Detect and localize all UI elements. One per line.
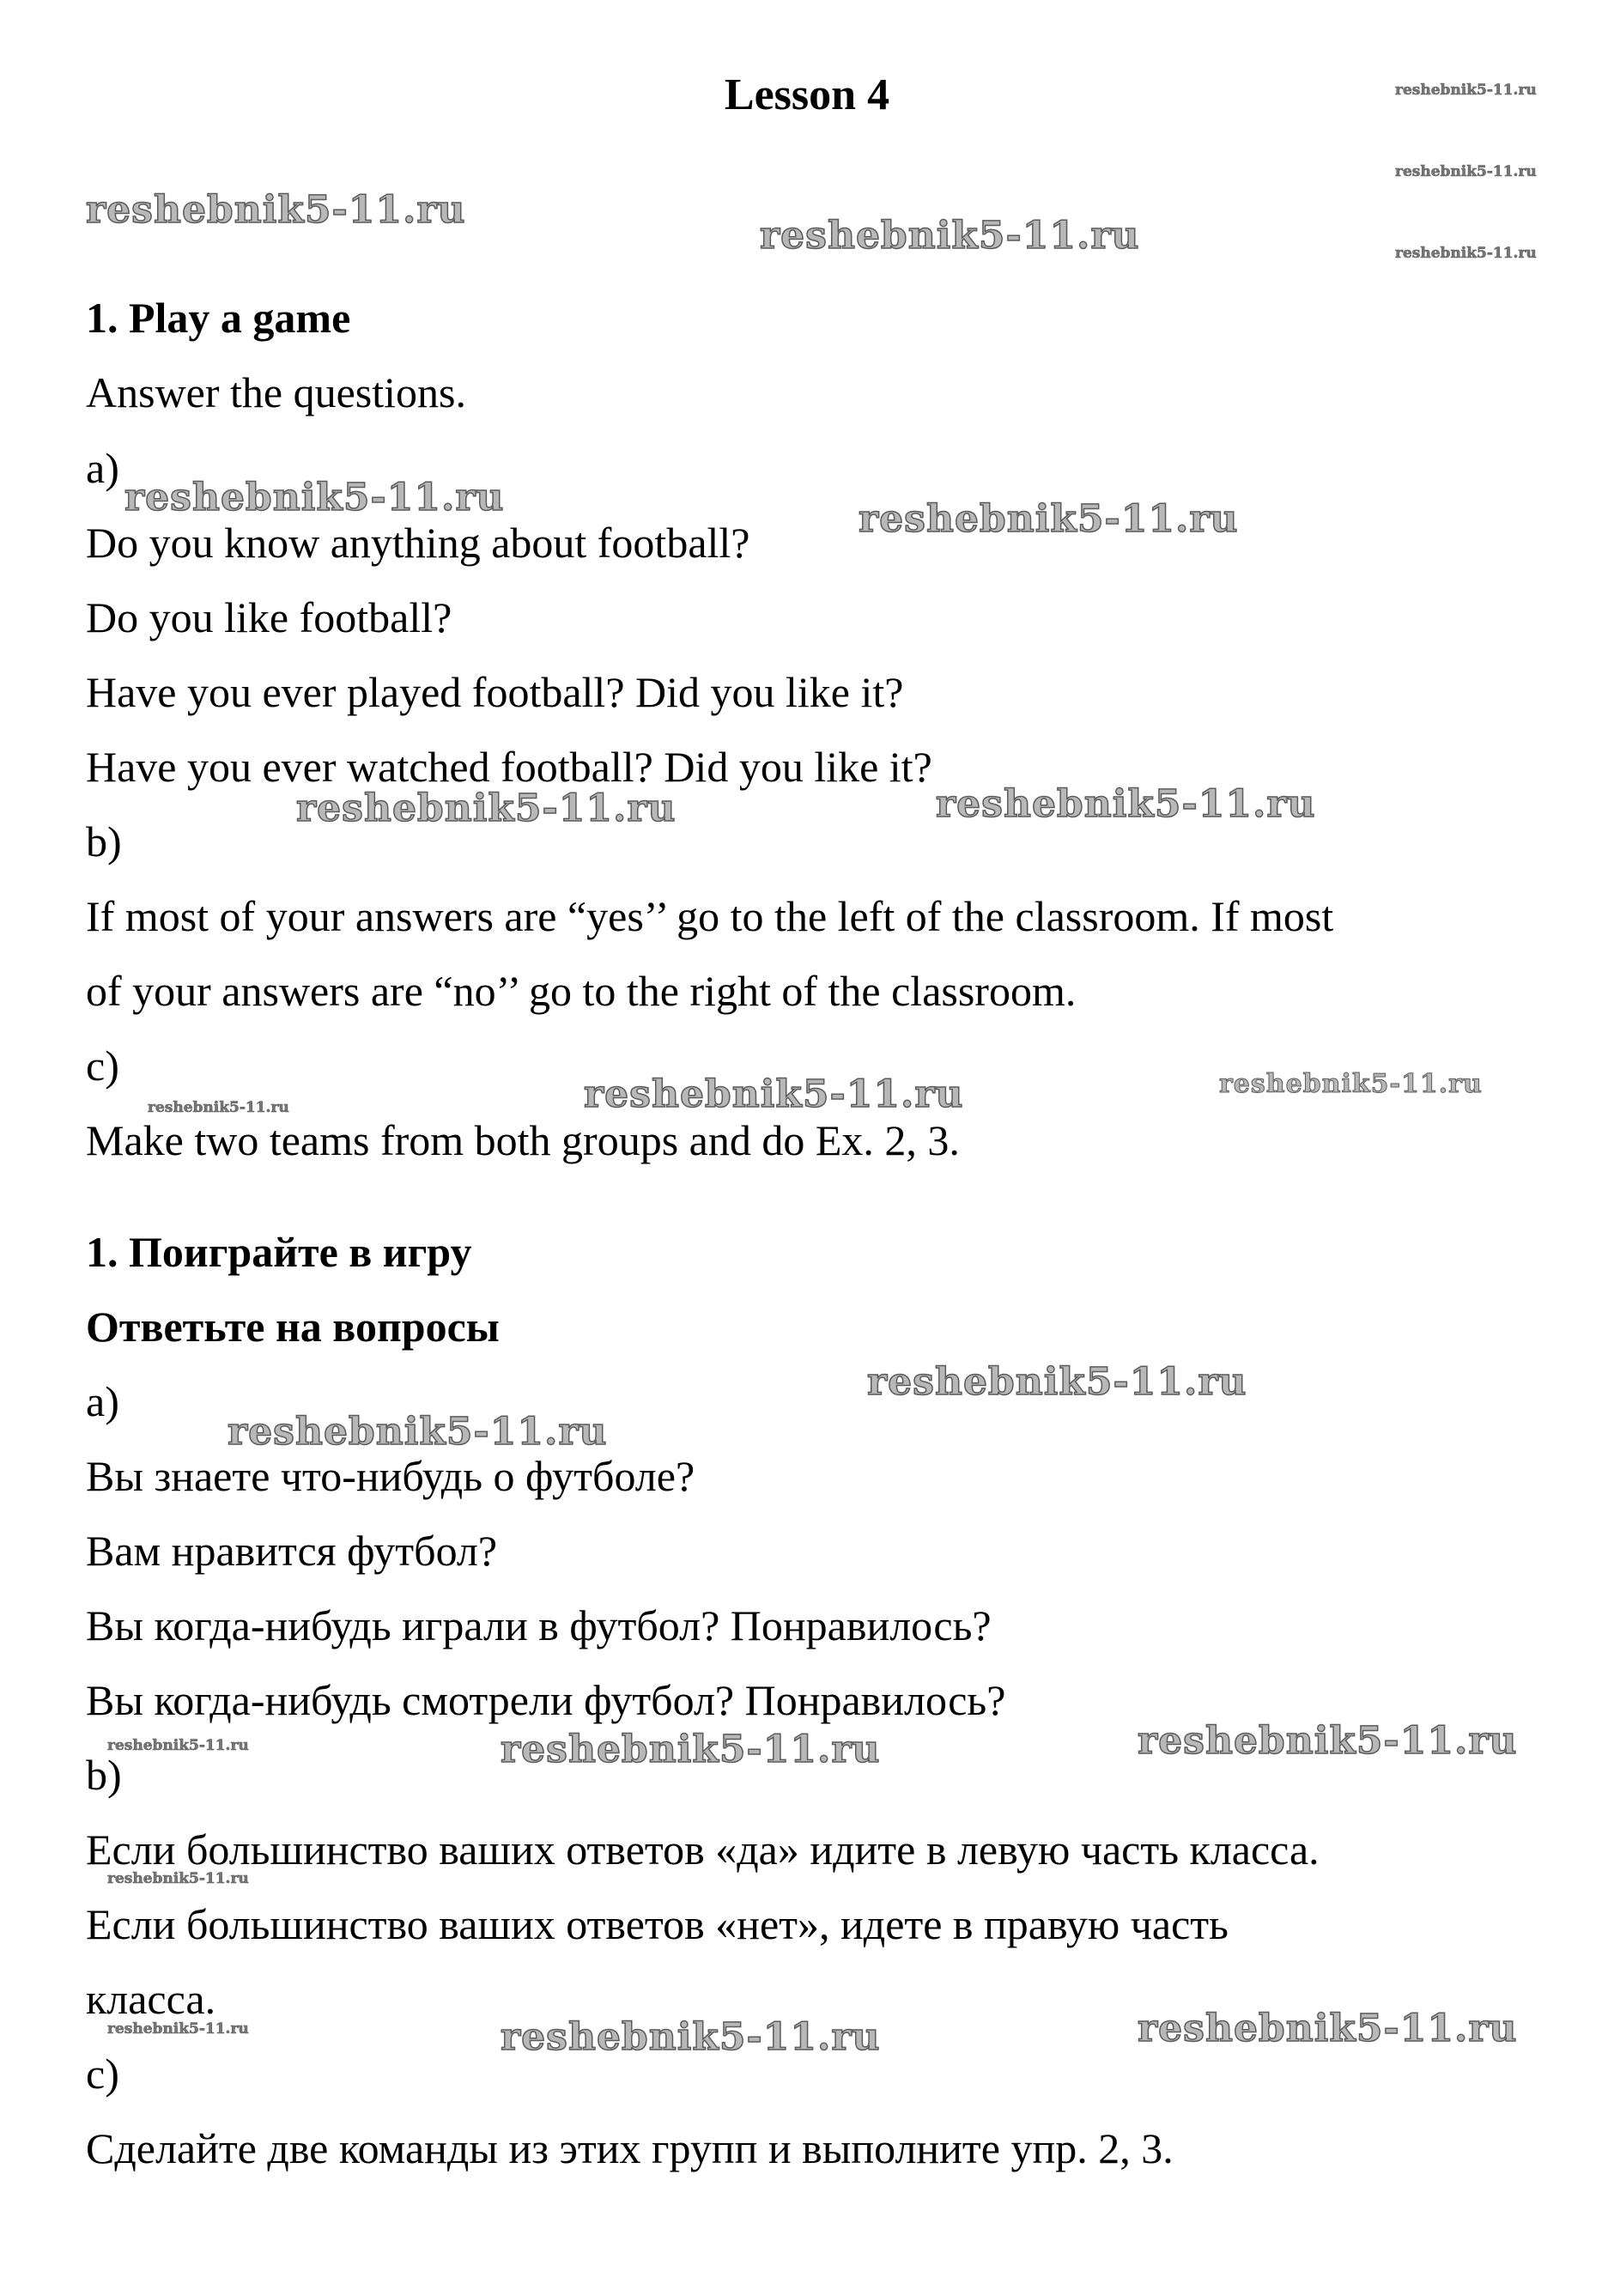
english-c-text: Make two teams from both groups and do Ex. 2, 3. <box>86 1116 960 1164</box>
english-b-text-1: If most of your answers are “yes’’ go to the left of the classroom. If most <box>86 892 1334 940</box>
watermark: reshebnik5-11.ru <box>936 782 1316 826</box>
watermark: reshebnik5-11.ru <box>867 1360 1247 1404</box>
russian-instruction: Ответьте на вопросы <box>86 1303 500 1351</box>
watermark: reshebnik5-11.ru <box>228 1410 608 1454</box>
watermark: reshebnik5-11.ru <box>501 2015 881 2059</box>
russian-b-label: b) <box>86 1751 122 1799</box>
russian-question-1: Вы знаете что-нибудь о футболе? <box>86 1452 695 1500</box>
watermark: reshebnik5-11.ru <box>584 1072 964 1116</box>
english-c-label: c) <box>86 1042 119 1090</box>
russian-c-text: Сделайте две команды из этих групп и выполните упр. 2, 3. <box>86 2124 1174 2172</box>
english-b-text-2: of your answers are “no’’ go to the right of the classroom. <box>86 967 1077 1015</box>
english-question-1: Do you know anything about football? <box>86 519 750 567</box>
russian-question-2: Вам нравится футбол? <box>86 1527 498 1575</box>
watermark: reshebnik5-11.ru <box>124 476 505 519</box>
russian-c-label: c) <box>86 2050 119 2098</box>
watermark: reshebnik5-11.ru <box>1138 1719 1518 1763</box>
watermark: reshebnik5-11.ru <box>1219 1069 1483 1099</box>
watermark: reshebnik5-11.ru <box>1395 163 1537 180</box>
english-b-label: b) <box>86 817 122 866</box>
watermark: reshebnik5-11.ru <box>107 1870 249 1887</box>
russian-b-text-3: класса. <box>86 1975 216 2023</box>
watermark: reshebnik5-11.ru <box>760 214 1140 258</box>
russian-a-label: a) <box>86 1377 119 1425</box>
watermark: reshebnik5-11.ru <box>501 1728 881 1771</box>
russian-heading: 1. Поиграйте в игру <box>86 1228 472 1276</box>
english-instruction: Answer the questions. <box>86 368 466 416</box>
russian-question-3: Вы когда-нибудь играли в футбол? Понравилось? <box>86 1601 992 1649</box>
english-heading: 1. Play a game <box>86 294 351 342</box>
watermark: reshebnik5-11.ru <box>859 497 1239 541</box>
english-question-3: Have you ever played football? Did you like it? <box>86 668 904 716</box>
russian-question-4: Вы когда-нибудь смотрели футбол? Понравилось? <box>86 1676 1006 1724</box>
watermark: reshebnik5-11.ru <box>1395 82 1537 99</box>
watermark: reshebnik5-11.ru <box>296 787 677 830</box>
watermark: reshebnik5-11.ru <box>148 1099 289 1116</box>
english-a-label: a) <box>86 444 119 492</box>
russian-b-text-1: Если большинство ваших ответов «да» идите в левую часть класса. <box>86 1825 1320 1874</box>
page-title: Lesson 4 <box>724 70 890 119</box>
russian-b-text-2: Если большинство ваших ответов «нет», идете в правую часть <box>86 1900 1229 1948</box>
watermark: reshebnik5-11.ru <box>1395 245 1537 262</box>
watermark: reshebnik5-11.ru <box>1138 2007 1518 2050</box>
watermark: reshebnik5-11.ru <box>107 2020 249 2038</box>
english-question-4: Have you ever watched football? Did you like it? <box>86 743 932 791</box>
watermark: reshebnik5-11.ru <box>107 1737 249 1754</box>
english-question-2: Do you like football? <box>86 593 452 641</box>
watermark: reshebnik5-11.ru <box>86 188 466 232</box>
